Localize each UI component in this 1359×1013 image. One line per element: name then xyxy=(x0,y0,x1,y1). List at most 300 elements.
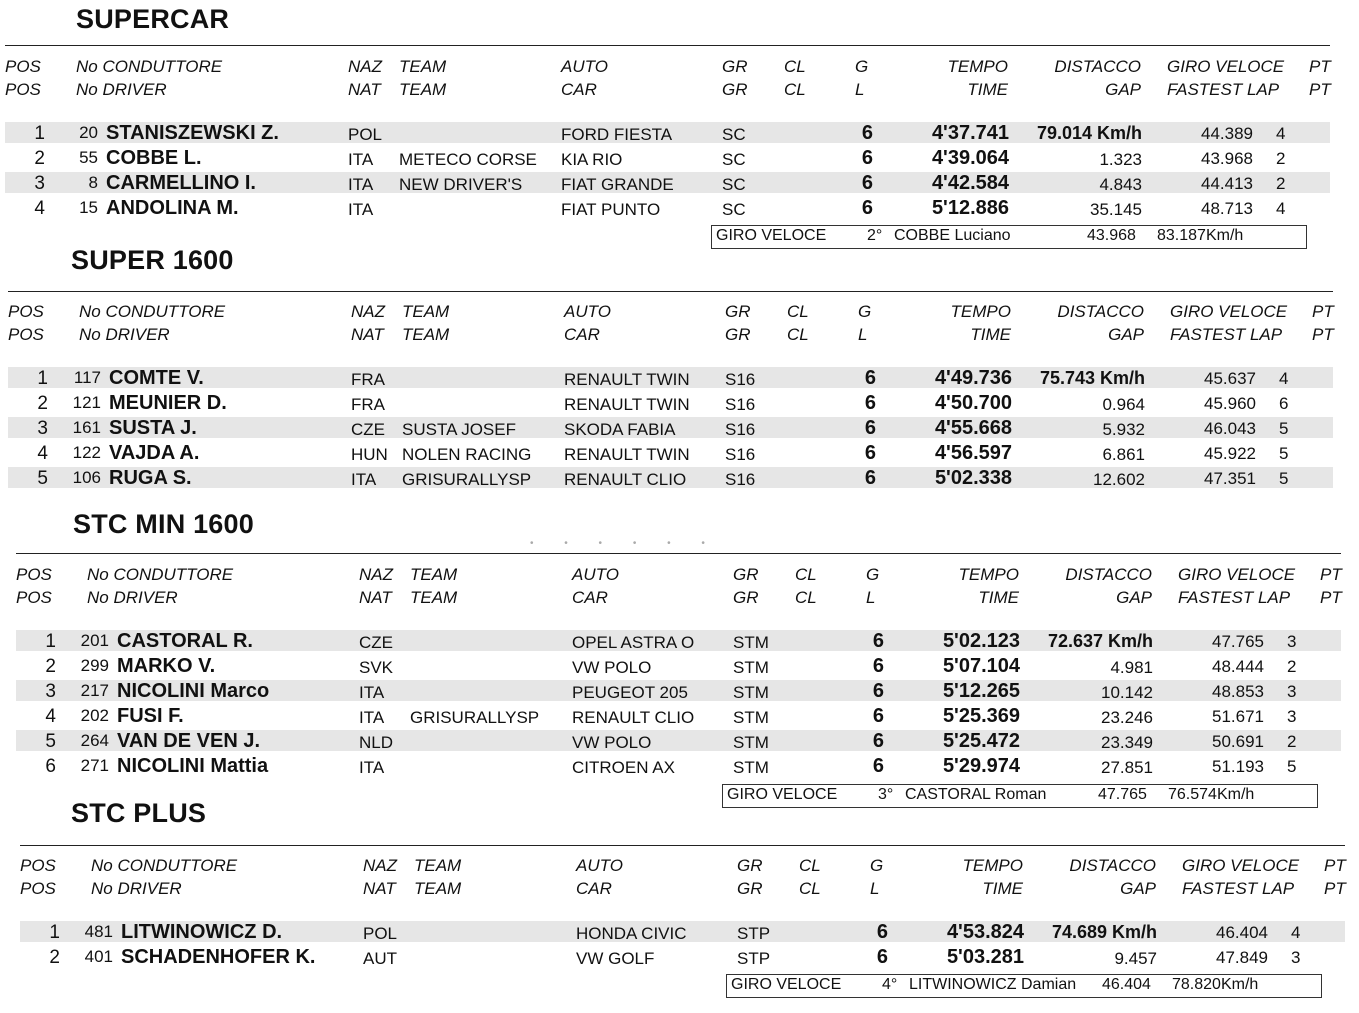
cell-car: RENAULT TWIN xyxy=(564,445,690,464)
cell-laps: 6 xyxy=(864,367,876,389)
cell-driver: COMTE V. xyxy=(109,367,204,389)
column-header-naz: NAZ xyxy=(363,856,397,875)
cell-laps: 6 xyxy=(872,755,884,777)
fastest-lap-box xyxy=(711,225,1307,249)
column-header-g: G xyxy=(870,856,884,875)
cell-no: 117 xyxy=(73,368,101,387)
fastest-lap-label: GIRO VELOCE xyxy=(731,976,842,993)
column-header-pos: POS xyxy=(8,325,44,344)
column-header-auto: AUTO xyxy=(576,856,623,875)
column-header-tempo: TEMPO xyxy=(950,302,1011,321)
cell-driver: SCHADENHOFER K. xyxy=(121,946,316,968)
column-header-gr: GR xyxy=(725,325,751,344)
column-header-g: L xyxy=(870,879,880,898)
cell-pt: 5 xyxy=(1279,444,1289,463)
cell-car: RENAULT TWIN xyxy=(564,395,690,414)
cell-team: GRISURALLYSP xyxy=(410,708,540,727)
column-header-naz: NAT xyxy=(348,80,381,99)
cell-naz: FRA xyxy=(351,395,385,414)
cell-gap: 12.602 xyxy=(1093,470,1145,489)
column-header-cl: CL xyxy=(799,879,821,898)
cell-gap: 27.851 xyxy=(1101,758,1153,777)
cell-fastest: 50.691 xyxy=(1212,732,1264,751)
cell-gr: SC xyxy=(722,175,746,194)
cell-car: RENAULT CLIO xyxy=(572,708,695,727)
cell-pos: 3 xyxy=(34,173,45,194)
cell-gr: SC xyxy=(722,150,746,169)
cell-fastest: 48.713 xyxy=(1201,199,1253,218)
cell-time: 4'55.668 xyxy=(934,417,1012,439)
fastest-lap-time: 47.765 xyxy=(1098,786,1147,803)
cell-driver: FUSI F. xyxy=(117,705,184,727)
cell-gr: S16 xyxy=(725,470,756,489)
cell-pos: 6 xyxy=(45,756,56,777)
column-header-g: G xyxy=(855,57,869,76)
column-header-cl: CL xyxy=(787,325,809,344)
cell-time: 5'03.281 xyxy=(946,946,1024,968)
cell-fastest: 47.849 xyxy=(1216,948,1268,967)
cell-no: 122 xyxy=(72,443,101,462)
cell-pt: 3 xyxy=(1287,632,1297,651)
header-rule xyxy=(20,845,1345,846)
column-header-giro: FASTEST LAP xyxy=(1178,588,1291,607)
column-header-pos: POS xyxy=(16,565,52,584)
cell-fastest: 48.444 xyxy=(1212,657,1264,676)
decorative-dots: • • • • • • xyxy=(530,538,719,549)
cell-time: 5'12.265 xyxy=(942,680,1020,702)
cell-driver: CASTORAL R. xyxy=(117,630,253,652)
cell-naz: SVK xyxy=(359,658,394,677)
fastest-lap-time: 46.404 xyxy=(1102,976,1151,993)
cell-time: 5'07.104 xyxy=(942,655,1020,677)
column-header-cl: CL xyxy=(784,80,806,99)
cell-pos: 2 xyxy=(37,393,48,414)
cell-pt: 2 xyxy=(1276,174,1286,193)
cell-naz: ITA xyxy=(348,175,374,194)
cell-pt: 3 xyxy=(1287,682,1297,701)
cell-naz: ITA xyxy=(351,470,377,489)
cell-time: 5'25.472 xyxy=(942,730,1020,752)
cell-laps: 6 xyxy=(872,680,884,702)
cell-car: FORD FIESTA xyxy=(561,125,673,144)
cell-driver: MEUNIER D. xyxy=(109,392,227,414)
cell-driver: STANISZEWSKI Z. xyxy=(106,122,279,144)
cell-car: CITROEN AX xyxy=(572,758,675,777)
cell-time: 4'39.064 xyxy=(931,147,1009,169)
column-header-team: TEAM xyxy=(402,302,450,321)
column-header-pos: POS xyxy=(20,879,56,898)
cell-fastest: 45.922 xyxy=(1204,444,1256,463)
cell-driver: CARMELLINO I. xyxy=(106,172,256,194)
cell-team: GRISURALLYSP xyxy=(402,470,532,489)
cell-car: FIAT GRANDE xyxy=(561,175,674,194)
column-header-gr: GR xyxy=(737,856,763,875)
column-header-distacco: DISTACCO xyxy=(1054,57,1141,76)
column-header-distacco: GAP xyxy=(1120,879,1156,898)
cell-laps: 6 xyxy=(864,467,876,489)
cell-no: 201 xyxy=(80,631,109,650)
cell-pt: 4 xyxy=(1276,124,1286,143)
cell-laps: 6 xyxy=(876,921,888,943)
column-header-naz: NAZ xyxy=(351,302,385,321)
column-header-pt: PT xyxy=(1320,588,1342,607)
cell-fastest: 46.043 xyxy=(1204,419,1256,438)
cell-car: OPEL ASTRA O xyxy=(572,633,695,652)
cell-pos: 1 xyxy=(34,123,45,144)
column-header-tempo: TIME xyxy=(970,325,1011,344)
column-header-naz: NAZ xyxy=(348,57,382,76)
cell-pt: 2 xyxy=(1276,149,1286,168)
column-header-no_cond: No CONDUTTORE xyxy=(79,302,226,321)
cell-naz: CZE xyxy=(359,633,393,652)
cell-gr: S16 xyxy=(725,445,756,464)
cell-no: 8 xyxy=(88,173,98,192)
cell-no: 121 xyxy=(72,393,101,412)
column-header-no_cond: No CONDUTTORE xyxy=(87,565,234,584)
cell-time: 4'49.736 xyxy=(934,367,1012,389)
fastest-lap-label: GIRO VELOCE xyxy=(727,786,838,803)
cell-laps: 6 xyxy=(872,630,884,652)
cell-fastest: 51.671 xyxy=(1212,707,1264,726)
cell-pos: 1 xyxy=(45,631,56,652)
cell-naz: POL xyxy=(363,924,398,943)
column-header-pos: POS xyxy=(20,856,56,875)
cell-time: 4'37.741 xyxy=(931,122,1009,144)
column-header-distacco: GAP xyxy=(1108,325,1144,344)
cell-gap: 35.145 xyxy=(1090,200,1142,219)
column-header-pos: POS xyxy=(5,57,41,76)
column-header-no_cond: No CONDUTTORE xyxy=(91,856,238,875)
cell-no: 15 xyxy=(79,198,98,217)
column-header-auto: CAR xyxy=(561,80,597,99)
cell-car: HONDA CIVIC xyxy=(576,924,687,943)
column-header-pt: PT xyxy=(1312,302,1334,321)
cell-pos: 4 xyxy=(34,198,45,219)
cell-pt: 6 xyxy=(1279,394,1289,413)
cell-pt: 5 xyxy=(1279,419,1289,438)
cell-gr: STP xyxy=(737,949,771,968)
cell-gap: 9.457 xyxy=(1114,949,1157,968)
section-title: SUPERCAR xyxy=(76,4,230,34)
column-header-no_cond: No DRIVER xyxy=(91,879,182,898)
cell-time: 5'29.974 xyxy=(942,755,1020,777)
cell-naz: POL xyxy=(348,125,383,144)
column-header-team: TEAM xyxy=(410,588,458,607)
cell-pt: 4 xyxy=(1276,199,1286,218)
cell-time: 4'50.700 xyxy=(934,392,1012,414)
column-header-pos: POS xyxy=(16,588,52,607)
fastest-lap-time: 43.968 xyxy=(1087,227,1136,244)
cell-driver: COBBE L. xyxy=(106,147,202,169)
cell-gap: 23.349 xyxy=(1101,733,1153,752)
cell-no: 161 xyxy=(72,418,101,437)
column-header-distacco: GAP xyxy=(1105,80,1141,99)
fastest-lap-driver: COBBE Luciano xyxy=(894,227,1011,244)
cell-time: 5'12.886 xyxy=(931,197,1009,219)
cell-gap: 5.932 xyxy=(1102,420,1145,439)
column-header-gr: GR xyxy=(722,57,748,76)
column-header-team: TEAM xyxy=(399,80,447,99)
column-header-pt: PT xyxy=(1324,856,1346,875)
cell-no: 271 xyxy=(80,756,109,775)
column-header-cl: CL xyxy=(799,856,821,875)
cell-gr: S16 xyxy=(725,395,756,414)
fastest-lap-box xyxy=(722,784,1318,808)
cell-pos: 4 xyxy=(45,706,56,727)
cell-time: 4'56.597 xyxy=(934,442,1012,464)
cell-no: 481 xyxy=(84,922,113,941)
column-header-gr: GR xyxy=(733,588,759,607)
cell-laps: 6 xyxy=(872,705,884,727)
cell-no: 202 xyxy=(80,706,109,725)
column-header-giro: FASTEST LAP xyxy=(1167,80,1280,99)
cell-pos: 5 xyxy=(37,468,48,489)
column-header-auto: AUTO xyxy=(572,565,619,584)
cell-no: 20 xyxy=(79,123,98,142)
cell-laps: 6 xyxy=(864,392,876,414)
cell-team: SUSTA JOSEF xyxy=(402,420,516,439)
column-header-auto: AUTO xyxy=(561,57,608,76)
column-header-pt: PT xyxy=(1309,57,1331,76)
column-header-distacco: DISTACCO xyxy=(1069,856,1156,875)
fastest-lap-driver: CASTORAL Roman xyxy=(905,786,1047,803)
column-header-giro: FASTEST LAP xyxy=(1170,325,1283,344)
cell-gap: 79.014 Km/h xyxy=(1036,123,1142,143)
column-header-gr: GR xyxy=(737,879,763,898)
cell-naz: ITA xyxy=(348,150,374,169)
cell-naz: ITA xyxy=(359,708,385,727)
column-header-gr: GR xyxy=(722,80,748,99)
column-header-pt: PT xyxy=(1309,80,1331,99)
cell-gap: 4.981 xyxy=(1110,658,1153,677)
cell-laps: 6 xyxy=(864,417,876,439)
cell-laps: 6 xyxy=(861,197,873,219)
cell-laps: 6 xyxy=(861,172,873,194)
cell-no: 401 xyxy=(84,947,113,966)
cell-laps: 6 xyxy=(872,730,884,752)
cell-gap: 4.843 xyxy=(1099,175,1142,194)
cell-naz: ITA xyxy=(348,200,374,219)
cell-pos: 2 xyxy=(49,947,60,968)
cell-gr: S16 xyxy=(725,420,756,439)
cell-driver: MARKO V. xyxy=(117,655,216,677)
fastest-lap-pos: 4° xyxy=(882,976,898,993)
column-header-distacco: DISTACCO xyxy=(1057,302,1144,321)
cell-pos: 3 xyxy=(45,681,56,702)
cell-gr: STM xyxy=(733,683,769,702)
column-header-gr: GR xyxy=(725,302,751,321)
column-header-pt: PT xyxy=(1324,879,1346,898)
cell-pt: 3 xyxy=(1291,948,1301,967)
column-header-tempo: TEMPO xyxy=(962,856,1023,875)
cell-car: VW POLO xyxy=(572,733,652,752)
cell-driver: NICOLINI Marco xyxy=(117,680,270,702)
cell-pos: 1 xyxy=(49,922,60,943)
cell-naz: ITA xyxy=(359,758,385,777)
cell-gr: STM xyxy=(733,708,769,727)
cell-gr: SC xyxy=(722,125,746,144)
cell-gr: STM xyxy=(733,758,769,777)
fastest-lap-box xyxy=(726,974,1322,998)
cell-fastest: 44.389 xyxy=(1201,124,1253,143)
column-header-g: L xyxy=(866,588,876,607)
fastest-lap-speed: 78.820Km/h xyxy=(1172,976,1259,993)
fastest-lap-pos: 2° xyxy=(867,227,883,244)
column-header-no_cond: No DRIVER xyxy=(76,80,167,99)
column-header-giro: FASTEST LAP xyxy=(1182,879,1295,898)
cell-gap: 72.637 Km/h xyxy=(1047,631,1153,651)
cell-gr: STP xyxy=(737,924,771,943)
column-header-g: G xyxy=(858,302,872,321)
column-header-no_cond: No DRIVER xyxy=(87,588,178,607)
cell-naz: ITA xyxy=(359,683,385,702)
cell-car: VW POLO xyxy=(572,658,652,677)
cell-laps: 6 xyxy=(876,946,888,968)
cell-pt: 3 xyxy=(1287,707,1297,726)
column-header-g: L xyxy=(855,80,865,99)
cell-car: VW GOLF xyxy=(576,949,655,968)
cell-pos: 1 xyxy=(37,368,48,389)
fastest-lap-pos: 3° xyxy=(878,786,894,803)
cell-driver: VAN DE VEN J. xyxy=(117,730,260,752)
cell-gr: STM xyxy=(733,658,769,677)
cell-gap: 74.689 Km/h xyxy=(1051,922,1157,942)
column-header-team: TEAM xyxy=(402,325,450,344)
cell-team: NOLEN RACING xyxy=(402,445,532,464)
fastest-lap-driver: LITWINOWICZ Damian xyxy=(909,976,1077,993)
cell-pos: 2 xyxy=(45,656,56,677)
cell-fastest: 43.968 xyxy=(1201,149,1253,168)
column-header-pos: POS xyxy=(8,302,44,321)
cell-gap: 1.323 xyxy=(1099,150,1142,169)
column-header-tempo: TEMPO xyxy=(947,57,1008,76)
column-header-no_cond: No CONDUTTORE xyxy=(76,57,223,76)
cell-no: 217 xyxy=(80,681,109,700)
section-title: STC MIN 1600 xyxy=(73,509,254,539)
cell-gr: S16 xyxy=(725,370,756,389)
column-header-giro: GIRO VELOCE xyxy=(1167,57,1285,76)
column-header-gr: GR xyxy=(733,565,759,584)
cell-naz: HUN xyxy=(351,445,388,464)
column-header-pt: PT xyxy=(1312,325,1334,344)
cell-driver: SUSTA J. xyxy=(109,417,197,439)
cell-gap: 6.861 xyxy=(1102,445,1145,464)
header-rule xyxy=(8,291,1333,292)
cell-fastest: 48.853 xyxy=(1212,682,1264,701)
cell-pt: 4 xyxy=(1291,923,1301,942)
cell-car: RENAULT TWIN xyxy=(564,370,690,389)
column-header-cl: CL xyxy=(795,588,817,607)
column-header-team: TEAM xyxy=(414,879,462,898)
column-header-auto: CAR xyxy=(572,588,608,607)
cell-naz: AUT xyxy=(363,949,397,968)
cell-pos: 2 xyxy=(34,148,45,169)
column-header-team: TEAM xyxy=(414,856,462,875)
cell-pos: 4 xyxy=(37,443,48,464)
cell-gap: 0.964 xyxy=(1102,395,1145,414)
cell-driver: VAJDA A. xyxy=(109,442,200,464)
cell-laps: 6 xyxy=(872,655,884,677)
cell-gap: 75.743 Km/h xyxy=(1039,368,1145,388)
cell-pt: 5 xyxy=(1287,757,1297,776)
cell-time: 5'02.338 xyxy=(934,467,1012,489)
column-header-naz: NAT xyxy=(351,325,384,344)
cell-laps: 6 xyxy=(861,147,873,169)
cell-gr: STM xyxy=(733,633,769,652)
cell-pt: 5 xyxy=(1279,469,1289,488)
column-header-naz: NAZ xyxy=(359,565,393,584)
cell-gr: SC xyxy=(722,200,746,219)
cell-car: FIAT PUNTO xyxy=(561,200,661,219)
cell-fastest: 47.765 xyxy=(1212,632,1264,651)
cell-laps: 6 xyxy=(864,442,876,464)
column-header-naz: NAT xyxy=(359,588,392,607)
cell-naz: NLD xyxy=(359,733,394,752)
header-rule xyxy=(16,553,1341,554)
column-header-team: TEAM xyxy=(410,565,458,584)
column-header-pos: POS xyxy=(5,80,41,99)
fastest-lap-speed: 83.187Km/h xyxy=(1157,227,1244,244)
column-header-auto: CAR xyxy=(576,879,612,898)
column-header-naz: NAT xyxy=(363,879,396,898)
cell-gap: 10.142 xyxy=(1101,683,1153,702)
fastest-lap-speed: 76.574Km/h xyxy=(1168,786,1255,803)
column-header-cl: CL xyxy=(787,302,809,321)
cell-no: 299 xyxy=(80,656,109,675)
fastest-lap-label: GIRO VELOCE xyxy=(716,227,827,244)
cell-pt: 2 xyxy=(1287,657,1297,676)
cell-time: 4'53.824 xyxy=(946,921,1024,943)
cell-fastest: 51.193 xyxy=(1212,757,1264,776)
column-header-giro: GIRO VELOCE xyxy=(1178,565,1296,584)
cell-fastest: 46.404 xyxy=(1216,923,1268,942)
column-header-tempo: TEMPO xyxy=(958,565,1019,584)
column-header-tempo: TIME xyxy=(967,80,1008,99)
cell-fastest: 45.637 xyxy=(1204,369,1256,388)
cell-gr: STM xyxy=(733,733,769,752)
cell-fastest: 45.960 xyxy=(1204,394,1256,413)
cell-car: KIA RIO xyxy=(561,150,623,169)
cell-pos: 5 xyxy=(45,731,56,752)
cell-car: PEUGEOT 205 xyxy=(572,683,688,702)
column-header-no_cond: No DRIVER xyxy=(79,325,170,344)
cell-time: 5'25.369 xyxy=(942,705,1020,727)
column-header-pt: PT xyxy=(1320,565,1342,584)
cell-time: 5'02.123 xyxy=(942,630,1020,652)
cell-team: NEW DRIVER'S xyxy=(399,175,523,194)
cell-car: RENAULT CLIO xyxy=(564,470,687,489)
column-header-auto: AUTO xyxy=(564,302,611,321)
cell-fastest: 44.413 xyxy=(1201,174,1253,193)
cell-driver: RUGA S. xyxy=(109,467,192,489)
cell-pos: 3 xyxy=(37,418,48,439)
cell-no: 106 xyxy=(72,468,101,487)
cell-team: METECO CORSE xyxy=(399,150,537,169)
cell-gap: 23.246 xyxy=(1101,708,1153,727)
column-header-tempo: TIME xyxy=(978,588,1019,607)
column-header-g: L xyxy=(858,325,868,344)
cell-naz: FRA xyxy=(351,370,385,389)
column-header-team: TEAM xyxy=(399,57,447,76)
header-rule xyxy=(5,45,1330,46)
cell-no: 55 xyxy=(79,148,98,167)
column-header-tempo: TIME xyxy=(982,879,1023,898)
column-header-g: G xyxy=(866,565,880,584)
column-header-giro: GIRO VELOCE xyxy=(1182,856,1300,875)
cell-laps: 6 xyxy=(861,122,873,144)
cell-time: 4'42.584 xyxy=(931,172,1009,194)
cell-pt: 2 xyxy=(1287,732,1297,751)
